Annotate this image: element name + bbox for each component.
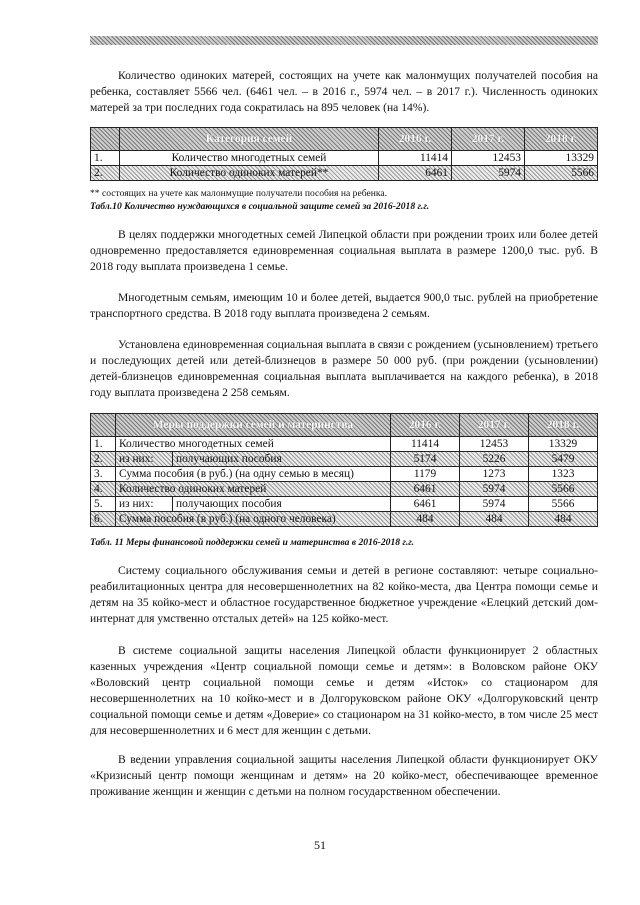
- top-decorative-bar: [90, 36, 598, 45]
- table-row: [91, 452, 598, 467]
- row-num: 2.: [91, 452, 116, 467]
- table-11: [90, 413, 598, 527]
- value-2016: 5174: [391, 452, 460, 467]
- row-label: Сумма пособия (в руб.) (на одного человека): [116, 512, 391, 527]
- value-2016: 484: [391, 512, 460, 527]
- value-2017: 1273: [460, 467, 529, 482]
- row-label: Количество одиноких матерей**: [120, 166, 379, 181]
- table-10: [90, 127, 598, 181]
- paragraph-large-families: В целях поддержки многодетных семей Липецкой области при рождении троих или более детей одновременно предоставляется единовременная социальная выплата в размере 1200,0 тыс. руб. В 2018 году выплата произведена 1 семье.: [90, 228, 598, 273]
- row-num: 2.: [91, 166, 120, 181]
- paragraph-transport: Многодетным семьям, имеющим 10 и более детей, выдается 900,0 тыс. рублей на приобретение транспортного средства. В 2018 году выплата произведена 2 семьям.: [90, 291, 598, 320]
- row-label: Количество многодетных семей: [116, 437, 391, 452]
- value-2017: 5226: [460, 452, 529, 467]
- paragraph-single-mothers: Количество одиноких матерей, состоящих на учете как малонмущих получателей пособия на ребенка, составляет 5566 чел. (6461 чел. – в 2016 г., 5974 чел. – в 2017 г.). Численность одиноких матерей за три последних года сократилась на 895 человек (на 14%).: [90, 69, 598, 114]
- table-10-header: [91, 128, 598, 151]
- value-2018: 1323: [529, 467, 598, 482]
- paragraph-crisis-center: В ведении управления социальной защиты населения Липецкой области функционирует ОКУ «Кризисный центр помощи женщинам и детям» на 20 койко-мест, обеспечивающее временное проживание женщин и женщин с детьми на полном государственном обеспечении.: [90, 753, 598, 798]
- row-num: 3.: [91, 467, 116, 482]
- header-2017: 2017 г.: [460, 414, 529, 437]
- row-label: получающих пособия: [173, 497, 391, 512]
- table-row: [91, 166, 598, 181]
- paragraph-birth-payment: Установлена единовременная социальная выплата в связи с рождением (усыновлением) третьего и последующих детей или детей-близнецов в размере 50 000 руб. (при рождении (усыновлении) детей-близнецов единовременная социальная выплата выплачивается на каждого ребенка), в 2018 году выплата произведена 2 258 семьям.: [90, 338, 598, 399]
- header-2018: 2018 г.: [529, 414, 598, 437]
- value-2017: 5974: [452, 166, 525, 181]
- value-2018: 5566: [529, 497, 598, 512]
- header-num: [91, 414, 116, 437]
- row-sub-label: из них:: [116, 452, 173, 467]
- header-2017: 2017 г.: [452, 128, 525, 151]
- value-2018: 13329: [529, 437, 598, 452]
- table-row: [91, 482, 598, 497]
- table-row: [91, 512, 598, 527]
- row-sub-label: из них:: [116, 497, 173, 512]
- header-2016: 2016 г.: [391, 414, 460, 437]
- row-num: 1.: [91, 151, 120, 166]
- table-row: [91, 497, 598, 512]
- table-row: [91, 467, 598, 482]
- table-11-caption: Табл. 11 Меры финансовой поддержки семей и материнства в 2016-2018 г.г.: [90, 537, 415, 548]
- row-num: 4.: [91, 482, 116, 497]
- header-2018: 2018 г.: [525, 128, 598, 151]
- table-10-caption: Табл.10 Количество нуждающихся в социальной защите семей за 2016-2018 г.г.: [90, 201, 430, 212]
- header-category: Категория семей: [120, 128, 379, 151]
- value-2016: 6461: [391, 497, 460, 512]
- table-row: [91, 151, 598, 166]
- row-label: Количество многодетных семей: [120, 151, 379, 166]
- table-11-header: [91, 414, 598, 437]
- value-2017: 5974: [460, 497, 529, 512]
- value-2016: 6461: [379, 166, 452, 181]
- header-measures: Меры поддержки семей и материнства: [116, 414, 391, 437]
- value-2017: 484: [460, 512, 529, 527]
- value-2018: 5479: [529, 452, 598, 467]
- header-num: [91, 128, 120, 151]
- row-num: 1.: [91, 437, 116, 452]
- header-2016: 2016 г.: [379, 128, 452, 151]
- value-2017: 12453: [460, 437, 529, 452]
- value-2018: 13329: [525, 151, 598, 166]
- value-2018: 5566: [525, 166, 598, 181]
- value-2018: 484: [529, 512, 598, 527]
- value-2016: 11414: [379, 151, 452, 166]
- page-number: 51: [314, 838, 326, 852]
- row-label: получающих пособия: [173, 452, 391, 467]
- value-2018: 5566: [529, 482, 598, 497]
- paragraph-regional-institutions: В системе социальной защиты населения Липецкой области функционирует 2 областных казенных учреждения «Центр социальной помощи семье и детям»: в Воловском районе ОКУ «Воловский центр социальной помощи семье и детям «Исток» со стационаром для несовершеннолетних на 10 койко-мест и в Долгоруковском районе ОКУ «Долгоруковский центр социальной помощи семье и детям «Доверие» со стационаром на 31 койко-место, в том числе 25 мест для несовершеннолетних и 6 мест для женщин с детьми.: [90, 644, 598, 737]
- value-2016: 11414: [391, 437, 460, 452]
- row-label: Количество одиноких матерей: [116, 482, 391, 497]
- value-2017: 5974: [460, 482, 529, 497]
- value-2016: 1179: [391, 467, 460, 482]
- table-10-footnote: ** состоящих на учете как малонмущие получатели пособия на ребенка.: [90, 188, 388, 199]
- value-2017: 12453: [452, 151, 525, 166]
- table-row: [91, 437, 598, 452]
- value-2016: 6461: [391, 482, 460, 497]
- paragraph-social-services: Систему социального обслуживания семьи и детей в регионе составляют: четыре социально-реабилитационных центра для несовершеннолетних на 82 койко-места, два Центра помощи семье и детям на 35 койко-мест и областное государственное бюджетное учреждение «Елецкий детский дом-интернат для умственно отсталых детей» на 125 койко-мест.: [90, 564, 598, 625]
- row-num: 6.: [91, 512, 116, 527]
- row-num: 5.: [91, 497, 116, 512]
- row-label: Сумма пособия (в руб.) (на одну семью в месяц): [116, 467, 391, 482]
